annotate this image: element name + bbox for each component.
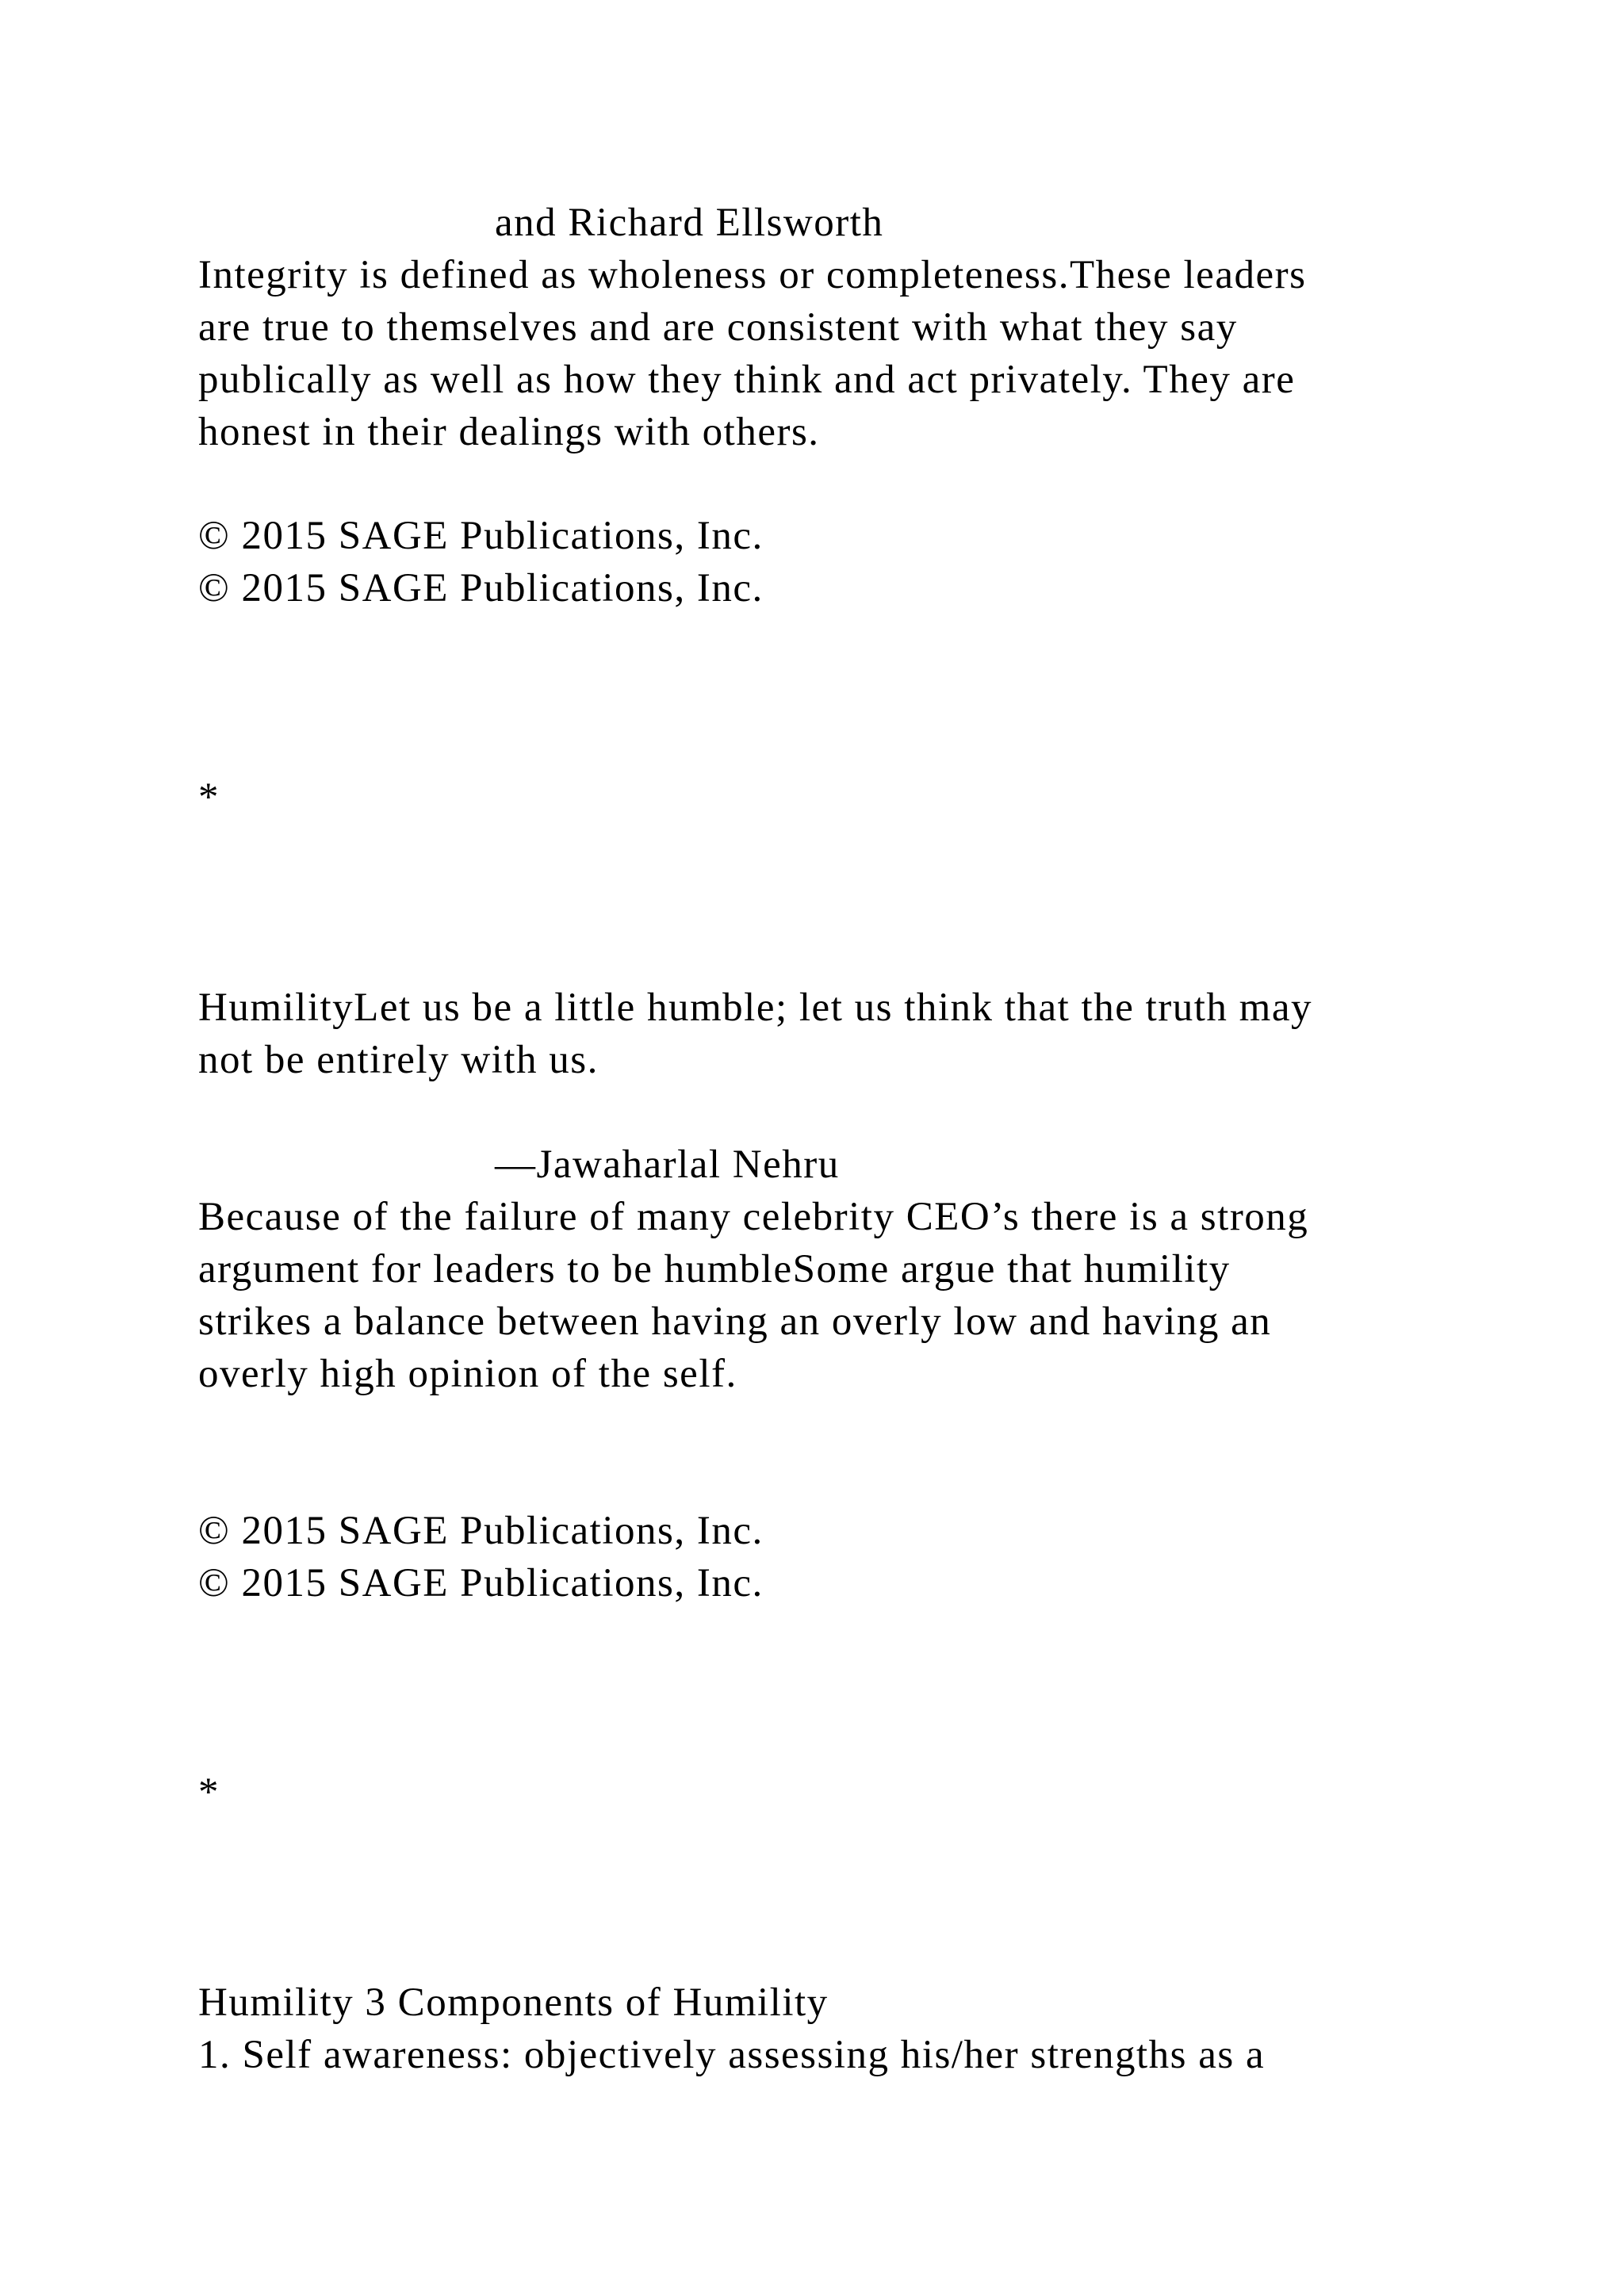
body-line: overly high opinion of the self. bbox=[198, 1352, 737, 1396]
copyright-line: © 2015 SAGE Publications, Inc. bbox=[198, 514, 764, 558]
body-line: honest in their dealings with others. bbox=[198, 410, 820, 454]
slide-separator: * bbox=[198, 775, 220, 820]
body-line: are true to themselves and are consistent with what they say bbox=[198, 305, 1238, 350]
body-line: publically as well as how they think and act privately. They are bbox=[198, 358, 1296, 402]
copyright-line: © 2015 SAGE Publications, Inc. bbox=[198, 566, 764, 610]
body-line: Because of the failure of many celebrity CEO’s there is a strong bbox=[198, 1195, 1309, 1239]
attribution-line: and Richard Ellsworth bbox=[495, 201, 884, 245]
slide-separator: * bbox=[198, 1770, 220, 1815]
copyright-line: © 2015 SAGE Publications, Inc. bbox=[198, 1509, 764, 1553]
section-heading: Humility 3 Components of Humility bbox=[198, 1980, 829, 2025]
body-line: Integrity is defined as wholeness or completeness.These leaders bbox=[198, 253, 1307, 297]
body-line: HumilityLet us be a little humble; let us think that the truth may bbox=[198, 985, 1312, 1030]
body-line: strikes a balance between having an overly low and having an bbox=[198, 1299, 1272, 1344]
body-line: not be entirely with us. bbox=[198, 1038, 599, 1082]
body-line: argument for leaders to be humbleSome argue that humility bbox=[198, 1247, 1231, 1292]
body-line: 1. Self awareness: objectively assessing his/her strengths as a bbox=[198, 2033, 1266, 2077]
copyright-line: © 2015 SAGE Publications, Inc. bbox=[198, 1561, 764, 1605]
quote-attribution: —Jawaharlal Nehru bbox=[495, 1142, 840, 1187]
